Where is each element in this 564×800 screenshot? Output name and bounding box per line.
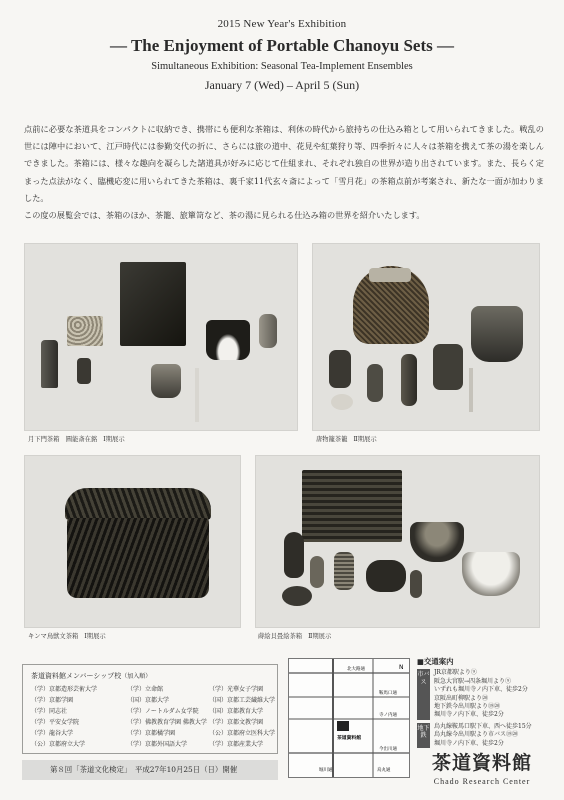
map-graphic: [289, 659, 410, 778]
school-item: （公）京都府立大学: [31, 741, 86, 748]
exhibition-eyebrow: 2015 New Year's Exhibition: [217, 18, 347, 30]
patterned-caddy-image: [334, 552, 354, 590]
photo-caption-4: 蒔絵貝畳絵茶箱 Ⅱ期展示: [258, 633, 332, 640]
tea-culture-exam-notice: 第８回「茶道文化検定」 平成27年10月25日（日）開催: [22, 760, 278, 780]
round-case-image: [366, 560, 406, 592]
brand-name-jp: 茶道資料館: [431, 752, 532, 774]
small-dish-image: [331, 394, 353, 410]
photo-caption-1: 月下門茶箱 圓能斎在銘 Ⅰ期展示: [28, 436, 125, 443]
school-list: [31, 685, 276, 749]
access-route-subway: [417, 723, 547, 748]
scoop-image: [195, 368, 199, 422]
bowl-image: [151, 364, 181, 398]
caddy-tall-image: [401, 354, 417, 406]
school-item: （学）京都橘学園: [127, 730, 176, 737]
access-title: ■交通案内: [417, 657, 454, 666]
school-item: （学）同志社: [31, 708, 68, 715]
school-item: （学）京都学園: [31, 697, 74, 704]
map-label-teranouchi: 寺ノ内通: [379, 713, 397, 718]
caddy-right-image: [433, 344, 463, 390]
school-item: （学）佛教教育学園 佛教大学: [127, 719, 207, 726]
photo-kinma-box: [24, 455, 241, 628]
caddy-center-image: [367, 364, 383, 402]
tall-cup-image: [41, 340, 58, 388]
tea-caddy-image: [259, 314, 277, 348]
intro-text: [24, 121, 544, 224]
vase-image: [284, 532, 304, 578]
access-info: [417, 658, 547, 748]
route-line: 阪急大宮駅→四条堀川より⑨: [434, 677, 512, 685]
school-item: （学）光華女子学園: [209, 686, 264, 693]
map-north-label: N: [399, 664, 404, 671]
intro-paragraph-1: 点前に必要な茶道具をコンパクトに収納でき、携帯にも便利な茶箱は、利休の時代から旅持ちの仕込み箱として用いられてきました。戦乱の世には陣中において、江戸時代には参勤交代の折に、さらには旅の道中、花見や紅葉狩り等、四季折々に人々は茶箱を携えて茶の湯を楽しんできました。茶箱には、様々な趣向を凝らした諸道具が好みに応じて仕組まれ、それぞれ独自の世界が造り出されています。また、長らく定まった点法がなく、臨機応変に用いられてきた茶箱は、裏千家11代玄々斎によって「雪月花」の茶箱点前が考案され、新たな一面が加わりました。: [24, 124, 544, 203]
photo-caption-2: 唐物籠茶籠 Ⅱ期展示: [316, 436, 377, 443]
photo-tea-box-1: [24, 243, 298, 431]
route-line: 烏丸線今出川駅より市バス⑲⑳: [434, 731, 519, 739]
kinma-body-image: [67, 518, 209, 598]
exhibition-dates: January 7 (Wed) – April 5 (Sun): [204, 78, 360, 92]
school-item: （学）立命館: [127, 686, 164, 693]
school-item: （学）ノートルダム女学院: [127, 708, 199, 715]
route-line: 堀川寺ノ内下車、徒歩2分: [434, 739, 504, 747]
kinma-lid-image: [65, 488, 211, 520]
school-item: （国）京都教育大学: [209, 708, 264, 715]
tea-bowl-light-image: [462, 552, 520, 596]
caddy-left-image: [329, 350, 351, 388]
photo-caption-3: キンマ鳥獣文茶箱 Ⅰ期展示: [28, 633, 106, 640]
photo-maki-e-box: [255, 455, 540, 628]
brand-name-en: Chado Research Center: [433, 777, 531, 786]
route-tag: 市バス: [417, 669, 430, 719]
route-line: 地下鉄今出川駅より⑲⑳: [434, 703, 501, 711]
school-item: （国）京都工芸繊維大学: [209, 697, 276, 704]
lacquer-box-image: [120, 262, 186, 346]
tea-bowl-dark-image: [410, 522, 464, 562]
route-line: 堀川寺ノ内下車、徒歩2分: [434, 711, 504, 719]
access-map: [288, 658, 410, 778]
small-caddy-image: [77, 358, 91, 384]
brand-logo: [418, 748, 546, 786]
map-label-imadegawa: 今出川通: [379, 747, 397, 752]
school-item: （学）京都外国語大学: [127, 741, 188, 748]
map-label-karasuma: 烏丸通: [377, 768, 391, 773]
map-label-horikawa: 堀川通: [319, 768, 333, 773]
school-item: （学）京都産業大学: [209, 741, 264, 748]
route-tag: 地下鉄: [417, 723, 430, 748]
small-caddy-image: [410, 570, 422, 598]
membership-schools: [22, 664, 278, 754]
map-label-kitaoji: 北大路通: [347, 667, 365, 672]
map-label-museum: 茶道資料館: [337, 736, 361, 741]
school-item: （学）京都造形芸術大学: [31, 686, 98, 693]
route-line: いずれも堀川寺ノ内下車、徒歩2分: [434, 686, 528, 694]
school-item: （公）京都府立医科大学: [209, 730, 276, 737]
photo-tea-basket: [312, 243, 540, 431]
intro-paragraph-2: この度の展覧会では、茶箱のほか、茶籠、旅簞笥など、茶の湯に見られる仕込み箱の世界を紹介いたします。: [24, 210, 425, 221]
tea-bowl-image: [206, 320, 250, 360]
map-label-kuramaguchi: 鞍馬口通: [379, 691, 397, 696]
fabric-pouch-image: [67, 316, 103, 346]
exhibition-subtitle: Simultaneous Exhibition: Seasonal Tea-Implement Ensembles: [151, 61, 413, 72]
school-item: （学）京都文教学園: [209, 719, 264, 726]
school-item: （学）平安女学院: [31, 719, 80, 726]
school-item: （国）京都大学: [127, 697, 170, 704]
route-line: JR京都駅より⑨: [434, 669, 477, 677]
exhibition-title: — The Enjoyment of Portable Chanoyu Sets —: [110, 36, 454, 55]
school-item: （学）龍谷大学: [31, 730, 74, 737]
maki-e-box-image: [302, 470, 402, 542]
cord-image: [369, 268, 411, 282]
small-lid-image: [282, 586, 312, 606]
museum-marker: [337, 721, 349, 731]
scoop-image: [469, 368, 473, 412]
route-line: 京阪出町柳駅より⑳: [434, 694, 489, 702]
tall-caddy-image: [310, 556, 324, 588]
header: [0, 18, 564, 93]
membership-title: 茶道資料館メンバーシップ校（加入順）: [31, 672, 152, 680]
route-line: 烏丸線鞍馬口駅下車、西へ徒歩15分: [434, 722, 532, 730]
access-route-bus: [417, 669, 547, 719]
tea-bowl-image: [471, 306, 523, 362]
